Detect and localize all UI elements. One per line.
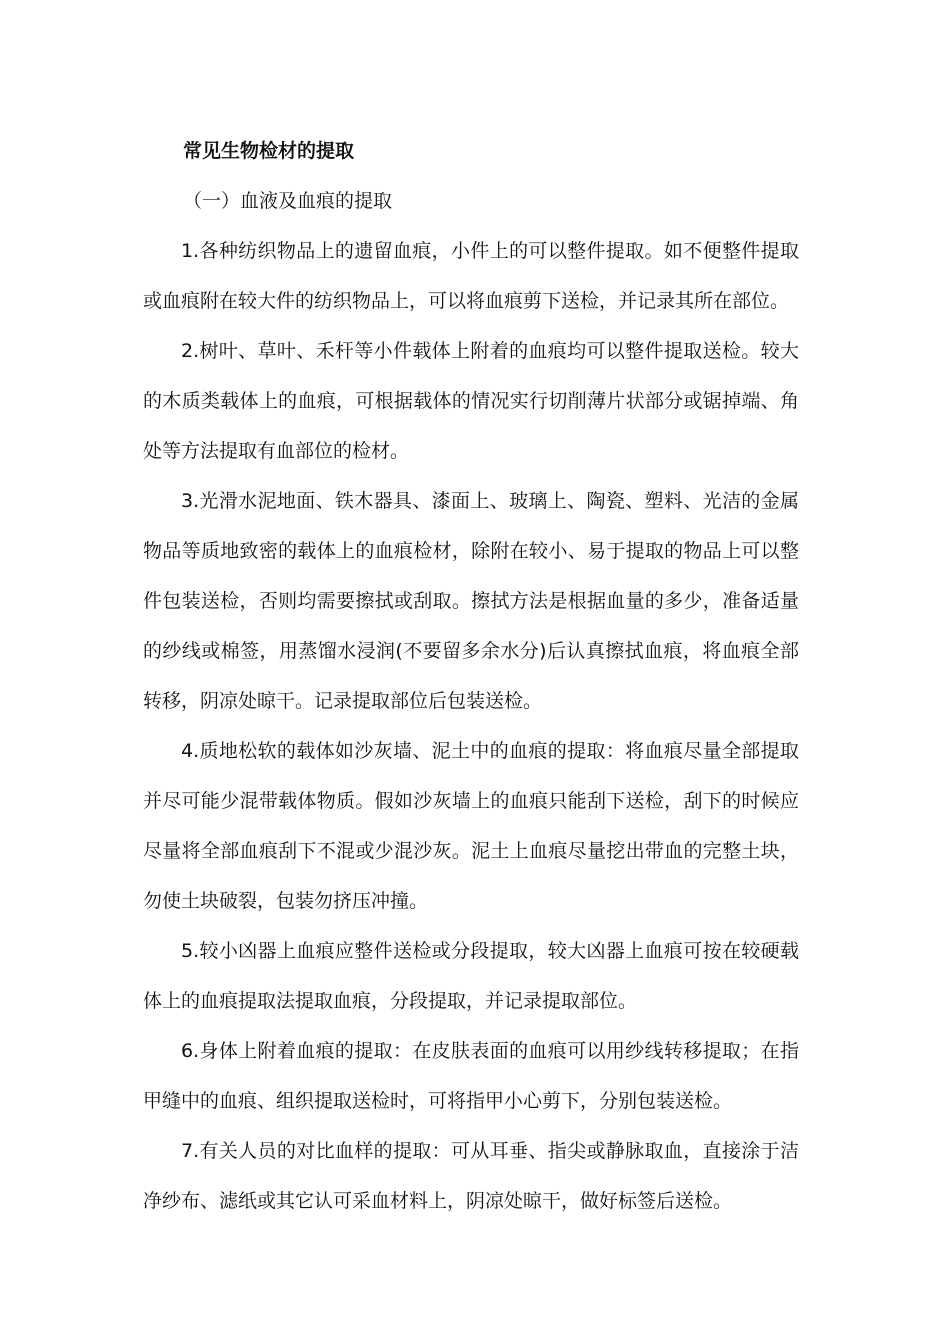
paragraph-3: 3.光滑水泥地面、铁木器具、漆面上、玻璃上、陶瓷、塑料、光洁的金属物品等质地致密的载体上的血痕检材，除附在较小、易于提取的物品上可以整件包装送检，否则均需要擦拭或刮取。擦拭方法是根据血量的多少，准备适量的纱线或棉签，用蒸馏水浸润(不要留多余水分)后认真擦拭血痕，将血痕全部转移，阴凉处晾干。记录提取部位后包装送检。	[143, 490, 799, 712]
paragraph-1: 1.各种纺织物品上的遗留血痕，小件上的可以整件提取。如不便整件提取或血痕附在较大件的纺织物品上，可以将血痕剪下送检，并记录其所在部位。	[143, 240, 799, 312]
paragraph-6: 6.身体上附着血痕的提取：在皮肤表面的血痕可以用纱线转移提取；在指甲缝中的血痕、组织提取送检时，可将指甲小心剪下，分别包装送检。	[143, 1040, 799, 1112]
document-title: 常见生物检材的提取	[183, 140, 355, 162]
paragraph-5: 5.较小凶器上血痕应整件送检或分段提取，较大凶器上血痕可按在较硬载体上的血痕提取法提取血痕，分段提取，并记录提取部位。	[143, 940, 799, 1012]
paragraph-2: 2.树叶、草叶、禾杆等小件载体上附着的血痕均可以整件提取送检。较大的木质类载体上的血痕，可根据载体的情况实行切削薄片状部分或锯掉端、角处等方法提取有血部位的检材。	[143, 340, 799, 462]
paragraph-4: 4.质地松软的载体如沙灰墙、泥土中的血痕的提取：将血痕尽量全部提取并尽可能少混带载体物质。假如沙灰墙上的血痕只能刮下送检，刮下的时候应尽量将全部血痕刮下不混或少混沙灰。泥土上血痕尽量挖出带血的完整土块，勿使土块破裂，包装勿挤压冲撞。	[143, 740, 799, 912]
paragraph-7: 7.有关人员的对比血样的提取：可从耳垂、指尖或静脉取血，直接涂于洁净纱布、滤纸或其它认可采血材料上，阴凉处晾干，做好标签后送检。	[143, 1140, 799, 1212]
section-heading: （一）血液及血痕的提取	[183, 190, 393, 212]
document-body	[143, 126, 799, 1226]
